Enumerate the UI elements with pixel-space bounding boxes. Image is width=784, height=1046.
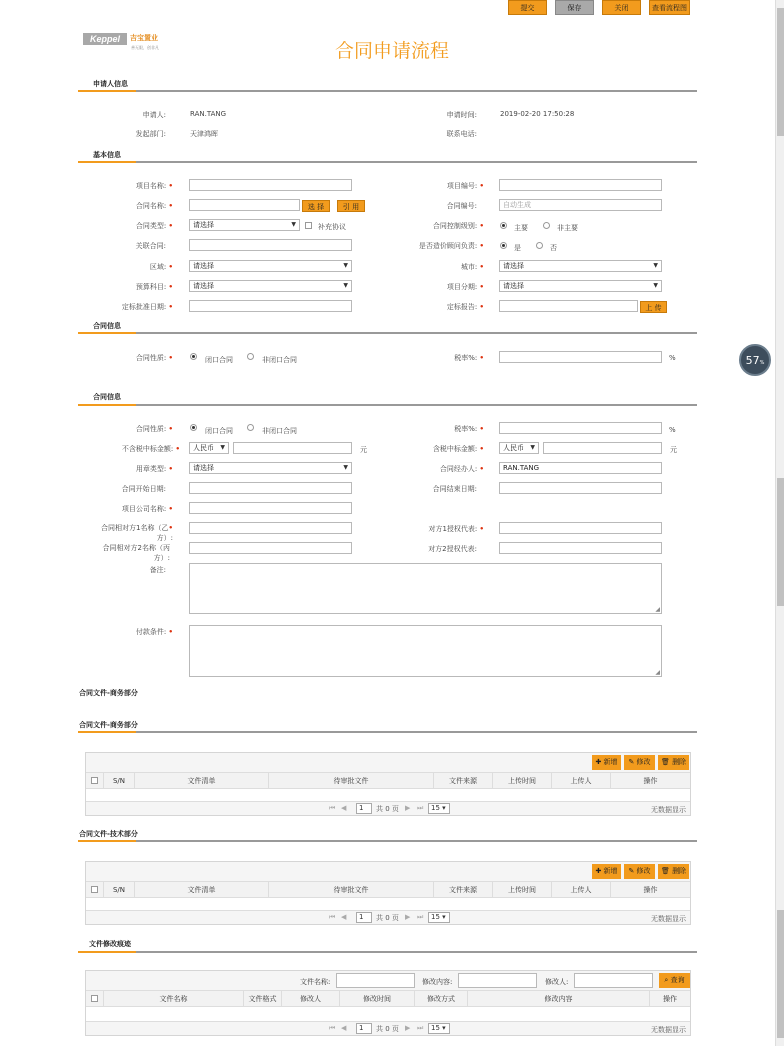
resize-grip-icon: ◢ xyxy=(655,606,660,613)
section-commercial: 合同文件-商务部分 xyxy=(79,721,138,729)
budget-select[interactable]: 请选择 ▼ xyxy=(189,280,352,292)
prev-page-icon[interactable]: ◀ xyxy=(341,804,347,812)
first-page-icon[interactable]: ⏮ xyxy=(329,804,336,812)
section-divider xyxy=(78,840,697,842)
contract-no-label: 合同编号: xyxy=(446,202,477,210)
phase-label: 项目分期: • xyxy=(446,283,484,291)
control-nonmain-label: 非主要 xyxy=(557,224,578,232)
apply-time-label: 申请时间: xyxy=(446,111,477,119)
col-file-source: 文件来源 xyxy=(434,773,493,789)
control-level-label: 合同控制级别: • xyxy=(432,222,484,230)
city-select[interactable]: 请选择 ▼ xyxy=(499,260,662,272)
party1-rep-label: 对方1授权代表: • xyxy=(428,525,484,533)
bid-report-label: 定标报告: • xyxy=(446,303,484,311)
section-divider xyxy=(78,731,697,733)
page-total: 共 0 页 xyxy=(376,914,399,922)
search-icon: ⌕ xyxy=(664,976,669,984)
nature-label: 合同性质: • xyxy=(135,354,173,362)
grid-pager xyxy=(86,1021,690,1035)
project-company-input[interactable] xyxy=(189,502,352,514)
grid-toolbar xyxy=(86,753,690,773)
project-name-label: 项目名称: • xyxy=(135,182,173,190)
first-page-icon[interactable]: ⏮ xyxy=(329,913,336,921)
contract-type-select[interactable]: 请选择 ▼ xyxy=(189,219,300,231)
tax-rate2-input[interactable] xyxy=(499,422,662,434)
party2-rep-label: 对方2授权代表: xyxy=(428,545,477,553)
payment-label: 付款条件: • xyxy=(135,628,173,636)
grid-header xyxy=(86,882,690,898)
modifier-search-label: 修改人: xyxy=(545,978,569,986)
col-modify-method: 修改方式 xyxy=(415,991,468,1007)
party1-label: 合同相对方1名称（乙• 方）: xyxy=(101,524,173,542)
close-button[interactable]: 关闭 xyxy=(602,0,641,15)
grid-toolbar xyxy=(86,862,690,882)
col-modifier: 修改人 xyxy=(282,991,340,1007)
next-page-icon[interactable]: ▶ xyxy=(405,1024,411,1032)
col-sn: S/N xyxy=(104,882,135,898)
budget-label: 预算科目: • xyxy=(135,283,173,291)
col-modify-content: 修改内容 xyxy=(468,991,650,1007)
payment-textarea[interactable] xyxy=(189,625,662,677)
select-all-checkbox[interactable] xyxy=(91,777,98,784)
contract-name-input[interactable] xyxy=(189,199,300,211)
page-input[interactable]: 1 xyxy=(356,1023,372,1034)
cost-yes-radio[interactable] xyxy=(500,242,507,249)
select-all-checkbox[interactable] xyxy=(91,995,98,1002)
approve-date-input[interactable] xyxy=(189,300,352,312)
applicant-value: RAN.TANG xyxy=(190,110,227,118)
delete-button[interactable]: 🗑 删除 xyxy=(658,864,689,879)
city-label: 城市: • xyxy=(460,263,484,271)
percent-sign: % xyxy=(669,354,676,362)
amount-ex-tax-input[interactable] xyxy=(233,442,352,454)
section-basic: 基本信息 xyxy=(93,151,121,159)
modifier-search-input[interactable] xyxy=(574,973,653,988)
bid-report-input[interactable] xyxy=(499,300,638,312)
percent-sign: % xyxy=(669,426,676,434)
col-file-list: 文件清单 xyxy=(135,773,269,789)
related-contract-input[interactable] xyxy=(189,239,352,251)
party2-rep-input[interactable] xyxy=(499,542,662,554)
currency-select[interactable]: 人民币 ▼ xyxy=(189,442,229,454)
chevron-down-icon: ▼ xyxy=(343,282,348,289)
seal-type-select[interactable]: 请选择 ▼ xyxy=(189,462,352,474)
page-input[interactable]: 1 xyxy=(356,912,372,923)
page-total: 共 0 页 xyxy=(376,1025,399,1033)
project-no-input[interactable] xyxy=(499,179,662,191)
change-content-search-label: 修改内容: xyxy=(422,978,453,986)
col-file-list: 文件清单 xyxy=(135,882,269,898)
party1-rep-input[interactable] xyxy=(499,522,662,534)
scrollbar-thumb[interactable] xyxy=(777,910,784,1038)
nature-closed-radio[interactable] xyxy=(190,353,197,360)
contract-no-input[interactable]: 自动生成 xyxy=(499,199,662,211)
delete-button[interactable]: 🗑 删除 xyxy=(658,755,689,770)
commercial-grid xyxy=(85,752,691,816)
next-page-icon[interactable]: ▶ xyxy=(405,804,411,812)
nature2-label: 合同性质: • xyxy=(135,425,173,433)
approve-date-label: 定标批准日期: • xyxy=(121,303,173,311)
region-select[interactable]: 请选择 ▼ xyxy=(189,260,352,272)
page-title: 合同申请流程 xyxy=(334,40,449,62)
amount-inc-tax-label: 含税中标金额: • xyxy=(432,445,484,453)
section-technical: 合同文件-技术部分 xyxy=(79,830,138,838)
chevron-down-icon: ▼ xyxy=(653,282,658,289)
last-page-icon[interactable]: ⏭ xyxy=(417,804,424,812)
nature2-nonclosed-radio[interactable] xyxy=(247,424,254,431)
apply-time-value: 2019-02-20 17:50:28 xyxy=(500,110,575,118)
prev-page-icon[interactable]: ◀ xyxy=(341,1024,347,1032)
query-button[interactable]: ⌕ 查询 xyxy=(659,973,690,988)
dept-label: 发起部门: xyxy=(135,130,166,138)
col-upload-time: 上传时间 xyxy=(493,773,552,789)
contract-name-label: 合同名称: • xyxy=(135,202,173,210)
chevron-down-icon: ▼ xyxy=(343,262,348,269)
grid-pager xyxy=(86,910,690,924)
file-name-search-input[interactable] xyxy=(336,973,415,988)
currency2-select[interactable]: 人民币 ▼ xyxy=(499,442,539,454)
col-file-name: 文件名称 xyxy=(104,991,244,1007)
end-date-input[interactable] xyxy=(499,482,662,494)
dept-value: 天津鸿晖 xyxy=(190,130,218,138)
col-action: 操作 xyxy=(643,886,658,894)
add-button[interactable]: ✚ 新增 xyxy=(592,864,621,879)
first-page-icon[interactable]: ⏮ xyxy=(329,1024,336,1032)
flowchart-button[interactable]: 查看流程图 xyxy=(649,0,690,15)
edit-button[interactable]: ✎ 修改 xyxy=(624,755,655,770)
logo-tagline: 善无限，创非凡 xyxy=(131,45,159,50)
region-label: 区域: • xyxy=(149,263,173,271)
amount-inc-tax-input[interactable] xyxy=(543,442,662,454)
grid-header xyxy=(86,773,690,789)
project-name-input[interactable] xyxy=(189,179,352,191)
add-button[interactable]: ✚ 新增 xyxy=(592,755,621,770)
no-data-text: 无数据显示 xyxy=(651,806,686,814)
commercial-heading: 合同文件-商务部分 xyxy=(79,689,138,697)
cost-no-radio[interactable] xyxy=(536,242,543,249)
project-company-label: 项目公司名称: • xyxy=(121,505,173,513)
party1-input[interactable] xyxy=(189,522,352,534)
resize-grip-icon: ◢ xyxy=(655,669,660,676)
tax-rate-label: 税率%: • xyxy=(454,354,484,362)
project-no-label: 项目编号: • xyxy=(446,182,484,190)
edit-button[interactable]: ✎ 修改 xyxy=(624,864,655,879)
nature2-closed-radio[interactable] xyxy=(190,424,197,431)
phase-select[interactable]: 请选择 ▼ xyxy=(499,280,662,292)
grid-header xyxy=(86,991,690,1007)
page-size-select[interactable]: 15 ▾ xyxy=(428,912,450,923)
upload-button[interactable]: 上 传 xyxy=(640,301,667,313)
col-upload-time: 上传时间 xyxy=(493,882,552,898)
logo-cn-text: 吉宝置业 xyxy=(130,34,158,42)
zoom-indicator[interactable]: 57% xyxy=(739,344,771,376)
technical-grid xyxy=(85,861,691,925)
control-nonmain-radio[interactable] xyxy=(543,222,550,229)
tax-rate2-label: 税率%: • xyxy=(454,425,484,433)
save-button[interactable]: 保存 xyxy=(555,0,594,15)
amount-ex-tax-label: 不含税中标金额: • xyxy=(121,445,180,453)
prev-page-icon[interactable]: ◀ xyxy=(341,913,347,921)
control-main-radio[interactable] xyxy=(500,222,507,229)
page-size-select[interactable]: 15 ▾ xyxy=(428,1023,450,1034)
scrollbar-thumb[interactable] xyxy=(777,8,784,136)
cost-yes-label: 是 xyxy=(514,244,521,252)
col-modify-time: 修改时间 xyxy=(340,991,415,1007)
end-date-label: 合同结束日期: xyxy=(432,485,477,493)
col-action: 操作 xyxy=(663,995,677,1003)
section-divider xyxy=(78,90,697,92)
section-contract-1: 合同信息 xyxy=(93,322,121,330)
no-data-text: 无数据显示 xyxy=(651,1026,686,1034)
related-contract-label: 关联合同: xyxy=(135,242,166,250)
file-changes-grid xyxy=(85,970,691,1036)
grid-pager xyxy=(86,801,690,815)
yuan-unit: 元 xyxy=(360,446,367,454)
col-uploader: 上传人 xyxy=(552,773,611,789)
chevron-down-icon: ▼ xyxy=(530,444,535,451)
page-total: 共 0 页 xyxy=(376,805,399,813)
handler-input[interactable]: RAN.TANG xyxy=(499,462,662,474)
col-action: 操作 xyxy=(643,777,658,785)
last-page-icon[interactable]: ⏭ xyxy=(417,913,424,921)
party2-input[interactable] xyxy=(189,542,352,554)
nature-nonclosed-radio[interactable] xyxy=(247,353,254,360)
change-content-search-input[interactable] xyxy=(458,973,537,988)
page-size-select[interactable]: 15 ▾ xyxy=(428,803,450,814)
nature2-closed-label: 闭口合同 xyxy=(205,427,233,435)
select-all-checkbox[interactable] xyxy=(91,886,98,893)
col-file-source: 文件来源 xyxy=(434,882,493,898)
scrollbar-thumb[interactable] xyxy=(777,478,784,606)
file-name-search-label: 文件名称: xyxy=(300,978,331,986)
page-input[interactable]: 1 xyxy=(356,803,372,814)
keppel-logo: Keppel xyxy=(83,33,127,45)
cost-consultant-label: 是否造价顾问负责: • xyxy=(418,242,484,250)
chevron-down-icon: ▼ xyxy=(343,464,348,471)
supplement-checkbox[interactable] xyxy=(305,222,312,229)
seal-type-label: 用章类型: • xyxy=(135,465,173,473)
section-divider xyxy=(78,161,697,163)
control-main-label: 主要 xyxy=(514,224,528,232)
section-applicant: 申请人信息 xyxy=(93,80,128,88)
remark-label: 备注: xyxy=(149,566,166,574)
nature-nonclosed-label: 非闭口合同 xyxy=(262,356,297,364)
section-contract-2: 合同信息 xyxy=(93,393,121,401)
vertical-scrollbar[interactable] xyxy=(775,0,784,1046)
no-data-text: 无数据显示 xyxy=(651,915,686,923)
tax-rate-input[interactable] xyxy=(499,351,662,363)
nature-closed-label: 闭口合同 xyxy=(205,356,233,364)
section-file-changes: 文件修改痕迹 xyxy=(89,940,131,948)
col-file-format: 文件格式 xyxy=(244,991,282,1007)
start-date-label: 合同开始日期: xyxy=(121,485,166,493)
supplement-label: 补充协议 xyxy=(318,223,346,231)
contract-type-label: 合同类型: • xyxy=(135,222,173,230)
search-bar xyxy=(86,971,690,991)
last-page-icon[interactable]: ⏭ xyxy=(417,1024,424,1032)
col-uploader: 上传人 xyxy=(552,882,611,898)
section-divider xyxy=(78,951,697,953)
remark-textarea[interactable] xyxy=(189,563,662,614)
party2-label: 合同相对方2名称（丙 方）: xyxy=(102,544,170,562)
start-date-input[interactable] xyxy=(189,482,352,494)
quote-button[interactable]: 引 用 xyxy=(337,200,365,212)
handler-label: 合同经办人: • xyxy=(439,465,484,473)
nature2-nonclosed-label: 非闭口合同 xyxy=(262,427,297,435)
chevron-down-icon: ▼ xyxy=(220,444,225,451)
cost-no-label: 否 xyxy=(550,244,557,252)
col-pending-file: 待审批文件 xyxy=(269,882,434,898)
section-divider xyxy=(78,332,697,334)
next-page-icon[interactable]: ▶ xyxy=(405,913,411,921)
submit-button[interactable]: 提交 xyxy=(508,0,547,15)
chevron-down-icon: ▼ xyxy=(653,262,658,269)
phone-label: 联系电话: xyxy=(446,130,477,138)
col-pending-file: 待审批文件 xyxy=(269,773,434,789)
chevron-down-icon: ▼ xyxy=(291,221,296,228)
section-divider xyxy=(78,404,697,406)
applicant-label: 申请人: xyxy=(142,111,166,119)
yuan-unit: 元 xyxy=(670,446,677,454)
col-sn: S/N xyxy=(104,773,135,789)
select-button[interactable]: 选 择 xyxy=(302,200,330,212)
